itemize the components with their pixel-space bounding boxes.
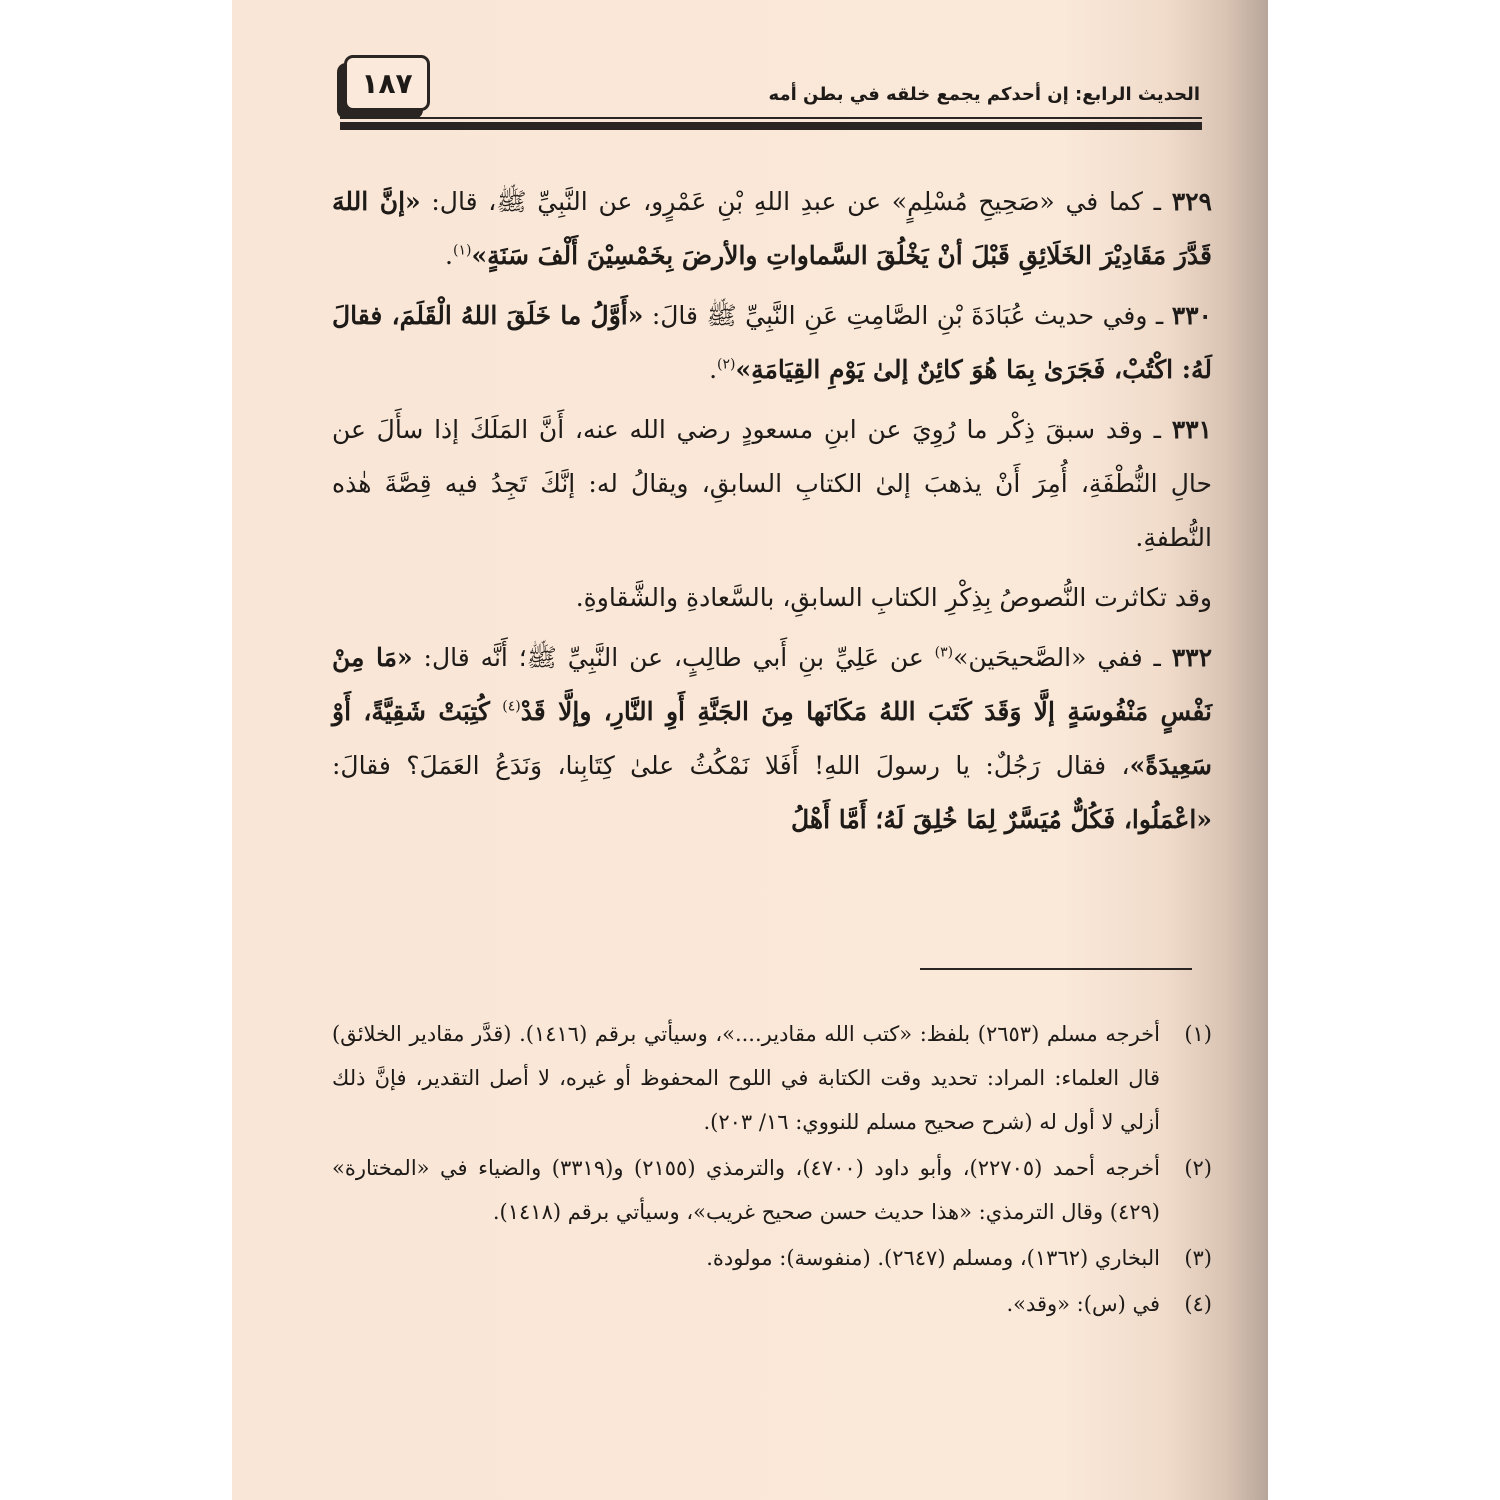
footnote-ref: (٣) <box>934 644 954 661</box>
hadith-quote: «إنَّ اللهَ قَدَّرَ مَقَادِيْرَ الخَلَائِقِ قَبْلَ أنْ يَخْلُقَ السَّماواتِ والأرضَ بِخَمْسِيْنَ أَلْفَ سَنَةٍ» <box>332 187 1212 270</box>
hadith-quote: «مَا مِنْ نَفْسٍ مَنْفُوسَةٍ إلَّا وَقَدَ كَتَبَ اللهُ مَكَانَها مِنَ الجَنَّةِ أَوِ النَّارِ، وإلَّا قَدْ <box>332 643 1212 726</box>
footnotes <box>332 1012 1212 1328</box>
paragraph-number: ٣٣١ <box>1171 415 1212 444</box>
paragraph <box>332 175 1212 283</box>
footnote-text: في (س): «وقد». <box>1006 1292 1160 1316</box>
footnote-text: البخاري (١٣٦٢)، ومسلم (٢٦٤٧). (منفوسة): مولودة. <box>706 1246 1160 1270</box>
page-number: ١٨٧ <box>344 55 430 111</box>
paragraph-text: . <box>709 355 718 384</box>
paragraph-text: ـ وقد سبقَ ذِكْر ما رُوِيَ عن ابنِ مسعودٍ رضي الله عنه، أَنَّ المَلَكَ إذا سأَلَ عن حالِ النُّطْفَةِ، أُمِرَ أَنْ يذهبَ إلىٰ الكتابِ السابقِ، ويقالُ له: إنَّكَ تَجِدُ فيه قِصَّةَ هٰذه النُّطفةِ. <box>332 415 1212 552</box>
paragraph-text: وقد تكاثرت النُّصوصُ بِذِكْرِ الكتابِ السابقِ، بالسَّعادةِ والشَّقاوةِ. <box>575 583 1212 612</box>
paragraph-text: ـ وفي حديث عُبَادَةَ بْنِ الصَّامِتِ عَنِ النَّبِيِّ ﷺ قالَ: <box>643 301 1172 330</box>
paragraph-number: ٣٢٩ <box>1171 187 1212 216</box>
hadith-quote: «أَوَّلُ ما خَلَقَ اللهُ الْقَلَمَ، فقالَ لَهُ: اكْتُبْ، فَجَرَىٰ بِمَا هُوَ كائِنٌ إلىٰ يَوْمِ القِيَامَةِ» <box>332 301 1212 384</box>
footnote-separator <box>920 968 1192 970</box>
running-title: الحديث الرابع: إن أحدكم يجمع خلقه في بطن أمه <box>768 84 1200 105</box>
paragraph-text: عن عَلِيِّ بنِ أَبي طالِبٍ، عن النَّبِيِّ ﷺ؛ أَنَّه قال: <box>412 643 935 672</box>
footnote-text: أخرجه مسلم (٢٦٥٣) بلفظ: «كتب الله مقادير....»، وسيأتي برقم (١٤١٦). (قدَّر مقادير الخلائق) قال العلماء: المراد: تحديد وقت الكتابة في اللوح المحفوظ أو غيره، لا أصل التقدير، فإنَّ ذلك أزلي لا أول له (شرح صحيح مسلم للنووي: ١٦/ ٢٠٣). <box>332 1022 1160 1134</box>
body-text <box>332 175 1212 853</box>
footnote-ref: (١) <box>452 242 472 259</box>
paragraph-text: . <box>445 241 453 270</box>
paragraph <box>332 571 1212 625</box>
footnote-number: (٢) <box>1184 1156 1212 1180</box>
paragraph-number: ٣٣٢ <box>1171 643 1213 672</box>
footnote-text: أخرجه أحمد (٢٢٧٠٥)، وأبو داود (٤٧٠٠)، والترمذي (٢١٥٥) و(٣٣١٩) والضياء في «المختارة» (٤٢٩) وقال الترمذي: «هذا حديث حسن صحيح غريب»، وسيأتي برقم (١٤١٨). <box>332 1156 1160 1224</box>
paragraph-number: ٣٣٠ <box>1171 301 1212 330</box>
paragraph <box>332 289 1212 397</box>
footnote-ref: (٢) <box>717 356 736 373</box>
footnote <box>332 1236 1212 1280</box>
footnote-ref: (٤) <box>502 698 521 715</box>
paragraph <box>332 403 1212 565</box>
paragraph-text: ـ كما في «صَحِيحِ مُسْلِمٍ» عن عبدِ اللهِ بْنِ عَمْرٍو، عن النَّبِيِّ ﷺ، قال: <box>420 187 1172 216</box>
footnote <box>332 1282 1212 1326</box>
paragraph-text: ، فقال رَجُلٌ: يا رسولَ اللهِ! أَفَلا نَمْكُثُ علىٰ كِتَابِنا، وَنَدَعُ العَمَلَ؟ فقالَ: <box>332 751 1130 780</box>
book-page <box>232 0 1268 1500</box>
header-rule-thick <box>340 122 1202 130</box>
paragraph <box>332 631 1212 847</box>
footnote-number: (١) <box>1184 1022 1212 1046</box>
hadith-quote: «اعْمَلُوا، فَكُلٌّ مُيَسَّرٌ لِمَا خُلِقَ لَهُ؛ أَمَّا أَهْلُ <box>790 805 1212 834</box>
footnote <box>332 1146 1212 1234</box>
paragraph-text: ـ ففي «الصَّحيحَين» <box>953 643 1172 672</box>
footnote-number: (٣) <box>1184 1246 1212 1270</box>
header-rule-thin <box>340 117 1202 119</box>
footnote <box>332 1012 1212 1144</box>
hadith-quote: كُتِبَتْ شَقِيَّةً، أَوْ سَعِيدَةً» <box>332 697 1212 780</box>
footnote-number: (٤) <box>1184 1292 1212 1316</box>
